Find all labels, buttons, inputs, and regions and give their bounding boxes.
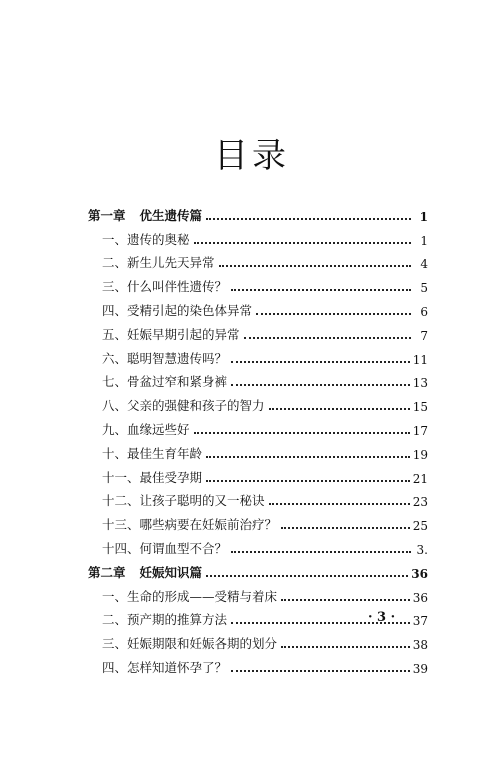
toc-entry-text: 十、最佳生育年龄 [102, 445, 203, 461]
toc-page-number: 37 [412, 614, 428, 629]
chapter-number: 第一章 [88, 207, 126, 223]
toc-section-row [88, 367, 428, 391]
toc-page-number: 39 [412, 661, 428, 676]
toc-page-number: 6 [420, 304, 428, 319]
toc-entry-text: 十一、最佳受孕期 [102, 469, 203, 485]
toc-entry-label [88, 301, 252, 319]
toc-entry-text: 十二、让孩子聪明的又一秘诀 [102, 493, 265, 509]
dot-leader [219, 265, 411, 267]
toc-page-number: 1 [420, 233, 428, 248]
toc-chapter-row [88, 557, 428, 581]
toc-section-row [88, 486, 428, 510]
toc-page-number: 21 [412, 471, 428, 486]
toc-entry-text: 八、父亲的强健和孩子的智力 [102, 398, 265, 414]
dot-leader [231, 551, 411, 553]
toc-entry-text: 二、新生儿先天异常 [102, 255, 215, 271]
toc-entry-text: 十三、哪些病要在妊娠前治疗？ [102, 517, 278, 533]
dot-leader [281, 646, 410, 648]
toc-section-row [88, 652, 428, 676]
toc-entry-text: 六、聪明智慧遗传吗？ [102, 350, 228, 366]
toc-entry-label [88, 230, 190, 248]
toc-page-number: 38 [412, 638, 428, 653]
toc-section-row [88, 271, 428, 295]
toc-entry-label [88, 539, 227, 557]
toc-entry-label [88, 563, 202, 581]
toc-entry-text: 一、生命的形成——受精与着床 [102, 588, 278, 604]
page-number-footer: · 3 · [368, 610, 396, 625]
toc-chapter-row [88, 200, 428, 224]
toc-entry-label [88, 444, 202, 462]
page-title: 目录 [214, 136, 290, 176]
toc-entry-text: 七、骨盆过窄和紧身裤 [102, 374, 228, 390]
dot-leader [206, 456, 410, 458]
toc-page-number: 7 [420, 328, 428, 343]
toc-entry-label [88, 468, 202, 486]
toc-section-row [88, 224, 428, 248]
toc-entry-text: 妊娠知识篇 [139, 564, 203, 580]
toc-page-number: 15 [412, 400, 428, 415]
dot-leader [231, 289, 411, 291]
toc-page-number: 4 [420, 257, 428, 272]
toc-entry-text: 九、血缘远些好 [102, 421, 190, 437]
toc-entry-text: 一、遗传的奥秘 [102, 231, 190, 247]
toc-section-row [88, 462, 428, 486]
toc-entry-label [88, 349, 227, 367]
toc-section-row [88, 581, 428, 605]
dot-leader [206, 575, 408, 577]
toc-page-number: 23 [412, 495, 428, 510]
toc-page-number: 36 [411, 566, 428, 581]
chapter-number: 第二章 [88, 564, 126, 580]
toc-entry-label [88, 325, 240, 343]
toc-section-row [88, 248, 428, 272]
toc-entry-text: 四、怎样知道怀孕了？ [102, 659, 228, 675]
toc-section-row [88, 343, 428, 367]
dot-leader [269, 408, 410, 410]
toc-entry-text: 三、妊娠期限和妊娠各期的划分 [102, 636, 278, 652]
toc-entry-label [88, 515, 277, 533]
toc-entry-label [88, 277, 227, 295]
toc-entry-label [88, 206, 202, 224]
toc-page-number: 13 [412, 376, 428, 391]
toc-section-row [88, 628, 428, 652]
toc-entry-text: 十四、何谓血型不合？ [102, 540, 228, 556]
toc-page-number: 19 [412, 447, 428, 462]
toc-entry-label [88, 372, 227, 390]
toc-section-row [88, 414, 428, 438]
dot-leader [281, 599, 410, 601]
dot-leader [231, 384, 410, 386]
toc-section-row [88, 509, 428, 533]
dot-leader [194, 432, 410, 434]
table-of-contents [88, 200, 428, 676]
toc-entry-label [88, 658, 227, 676]
toc-entry-label [88, 396, 265, 414]
toc-page-number: 3. [416, 542, 428, 557]
toc-entry-label [88, 610, 227, 628]
toc-section-row [88, 319, 428, 343]
toc-entry-label [88, 587, 277, 605]
toc-entry-label [88, 634, 277, 652]
dot-leader [244, 337, 411, 339]
toc-entry-text: 二、预产期的推算方法 [102, 612, 228, 628]
dot-leader [269, 503, 410, 505]
toc-page-number: 5 [420, 281, 428, 296]
toc-page-number: 11 [412, 352, 428, 367]
dot-leader [256, 313, 411, 315]
toc-entry-text: 三、什么叫伴性遗传？ [102, 279, 228, 295]
toc-entry-text: 四、受精引起的染色体异常 [102, 302, 253, 318]
dot-leader [206, 218, 411, 220]
toc-section-row [88, 438, 428, 462]
dot-leader [194, 242, 411, 244]
toc-entry-label [88, 491, 265, 509]
dot-leader [281, 527, 410, 529]
toc-entry-text: 优生遗传篇 [139, 207, 203, 223]
toc-page-number: 36 [412, 590, 428, 605]
toc-section-row [88, 295, 428, 319]
toc-section-row [88, 390, 428, 414]
toc-entry-text: 五、妊娠早期引起的异常 [102, 326, 240, 342]
dot-leader [231, 361, 410, 363]
dot-leader [231, 670, 410, 672]
toc-page-number: 17 [412, 423, 428, 438]
dot-leader [206, 480, 410, 482]
toc-page-number: 1 [419, 209, 428, 224]
toc-page-number: 25 [412, 519, 428, 534]
toc-section-row [88, 533, 428, 557]
toc-entry-label [88, 253, 215, 271]
toc-entry-label [88, 420, 190, 438]
